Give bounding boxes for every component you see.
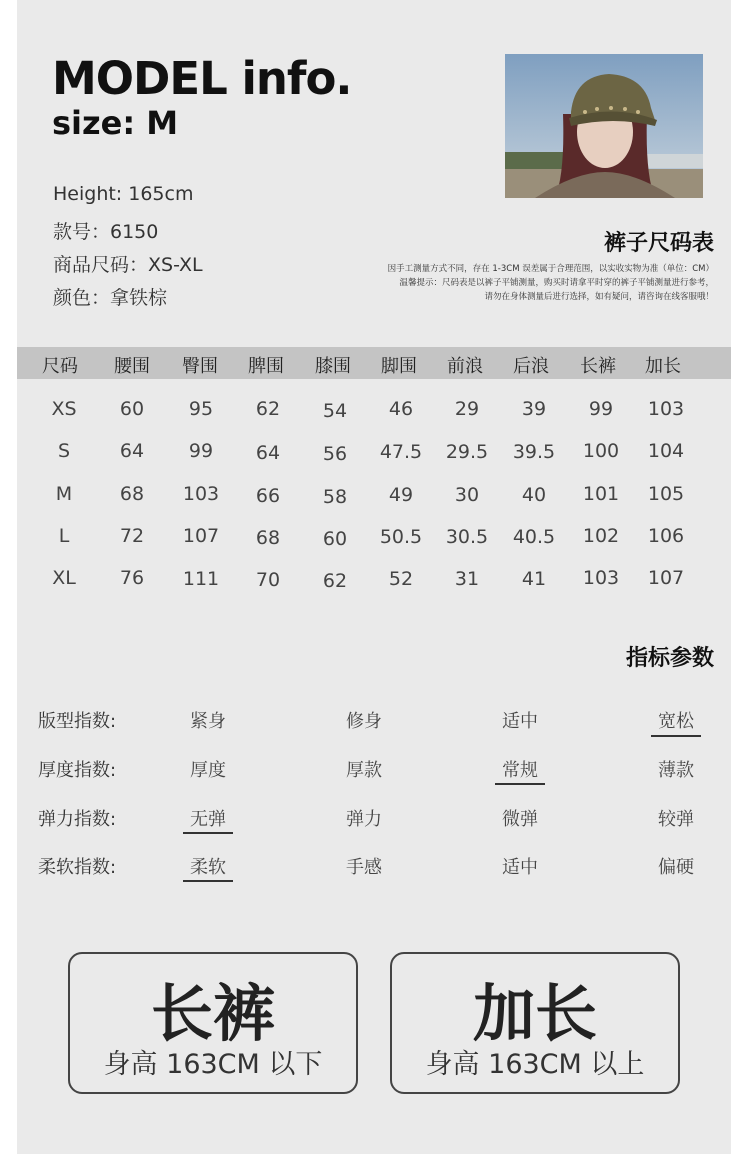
- table-cell: XS: [51, 398, 77, 420]
- table-header-cell: 长裤: [580, 356, 616, 377]
- table-header-cell: 脾围: [248, 356, 284, 377]
- table-cell: 107: [647, 567, 685, 589]
- table-cell: 107: [182, 525, 220, 547]
- extended-length-box: [390, 952, 680, 1094]
- indicator-label: 版型指数:: [38, 711, 117, 732]
- indicator-option: 微弹: [502, 809, 538, 830]
- table-cell: 99: [188, 440, 214, 462]
- size-chart-title: 裤子尺码表: [603, 231, 714, 256]
- table-cell: 66: [255, 485, 281, 507]
- regular-length-box: [68, 952, 358, 1094]
- indicator-label: 弹力指数:: [38, 809, 117, 830]
- regular-length-title: 长裤: [150, 977, 275, 1050]
- table-cell: 54: [322, 400, 348, 422]
- table-cell: 104: [647, 440, 685, 462]
- table-cell: 58: [322, 486, 348, 508]
- indicator-option: 适中: [502, 857, 538, 878]
- table-cell: 68: [255, 527, 281, 549]
- size-chart-notes: [274, 262, 714, 304]
- table-cell: 31: [454, 568, 480, 590]
- table-cell: 62: [255, 398, 281, 420]
- table-cell: 62: [322, 570, 348, 592]
- table-cell: 106: [647, 525, 685, 547]
- indicator-option: 紧身: [190, 711, 226, 732]
- table-cell: XL: [52, 567, 76, 589]
- table-cell: 72: [119, 525, 145, 547]
- model-photo: [505, 54, 703, 198]
- table-cell: 49: [388, 484, 414, 506]
- table-cell: 103: [582, 567, 620, 589]
- indicator-option: 薄款: [658, 760, 694, 781]
- table-cell: 46: [388, 398, 414, 420]
- indicator-option: 厚款: [346, 760, 382, 781]
- table-cell: M: [55, 483, 73, 505]
- table-cell: 70: [255, 569, 281, 591]
- table-header-cell: 臀围: [182, 356, 218, 377]
- indicator-option: 手感: [346, 857, 382, 878]
- table-cell: S: [57, 440, 71, 462]
- table-cell: 99: [588, 398, 614, 420]
- selected-underline: [651, 735, 701, 737]
- table-cell: 103: [182, 483, 220, 505]
- indicator-option: 较弹: [658, 809, 694, 830]
- color-name: 颜色：拿铁棕: [53, 287, 168, 309]
- indicator-option: 弹力: [346, 809, 382, 830]
- table-header-cell: 膝围: [315, 356, 351, 377]
- model-height: Height: 165cm: [53, 183, 194, 205]
- extended-length-title: 加长: [472, 977, 597, 1050]
- table-cell: 52: [388, 568, 414, 590]
- selected-underline: [183, 880, 233, 882]
- table-cell: 64: [255, 442, 281, 464]
- table-cell: 30.5: [445, 526, 489, 548]
- table-cell: 64: [119, 440, 145, 462]
- table-cell: 41: [521, 568, 547, 590]
- table-header-cell: 尺码: [42, 356, 78, 377]
- indicator-option: 修身: [346, 711, 382, 732]
- table-cell: 40.5: [512, 526, 556, 548]
- table-header-cell: 后浪: [513, 356, 549, 377]
- indicator-option: 厚度: [190, 760, 226, 781]
- table-cell: 29: [454, 398, 480, 420]
- extended-length-desc: 身高 163CM 以上: [425, 1049, 645, 1080]
- table-header-cell: 加长: [645, 356, 681, 377]
- table-cell: 103: [647, 398, 685, 420]
- table-cell: 60: [119, 398, 145, 420]
- table-cell: 95: [188, 398, 214, 420]
- style-number: 款号：6150: [53, 221, 159, 243]
- table-cell: 105: [647, 483, 685, 505]
- table-cell: 39: [521, 398, 547, 420]
- table-cell: 29.5: [445, 441, 489, 463]
- table-cell: 56: [322, 443, 348, 465]
- size-range: 商品尺码：XS-XL: [53, 254, 203, 276]
- table-cell: 47.5: [379, 441, 423, 463]
- table-cell: 76: [119, 567, 145, 589]
- table-cell: 39.5: [512, 441, 556, 463]
- indicator-label: 柔软指数:: [38, 857, 117, 878]
- indicator-option: 偏硬: [658, 857, 694, 878]
- table-cell: 60: [322, 528, 348, 550]
- page-title: MODEL info.: [52, 52, 352, 105]
- table-cell: 40: [521, 484, 547, 506]
- indicator-option-selected: 宽松: [658, 711, 694, 732]
- table-header-cell: 前浪: [447, 356, 483, 377]
- note-line: 温馨提示：尺码表是以裤子平铺测量，购买时请拿平时穿的裤子平铺测量进行参考，: [399, 278, 714, 288]
- model-size: size: M: [52, 104, 179, 142]
- table-cell: 50.5: [379, 526, 423, 548]
- table-header-cell: 脚围: [381, 356, 417, 377]
- note-line: 因手工测量方式不同，存在 1-3CM 误差属于合理范围，以实收实物为准（单位：CM）: [387, 264, 714, 274]
- table-cell: 102: [582, 525, 620, 547]
- table-cell: L: [58, 525, 70, 547]
- indicator-option-selected: 柔软: [190, 857, 226, 878]
- regular-length-desc: 身高 163CM 以下: [103, 1049, 323, 1080]
- indicator-label: 厚度指数:: [38, 760, 117, 781]
- indicator-option-selected: 无弹: [190, 809, 226, 830]
- indicators-title: 指标参数: [625, 646, 714, 671]
- indicator-option: 适中: [502, 711, 538, 732]
- table-cell: 100: [582, 440, 620, 462]
- table-cell: 30: [454, 484, 480, 506]
- table-cell: 101: [582, 483, 620, 505]
- table-cell: 111: [182, 568, 220, 590]
- note-line: 请勿在身体测量后进行选择，如有疑问，请咨询在线客服哦！: [484, 292, 714, 302]
- table-header-cell: 腰围: [114, 356, 150, 377]
- indicator-option-selected: 常规: [502, 760, 538, 781]
- selected-underline: [183, 832, 233, 834]
- table-cell: 68: [119, 483, 145, 505]
- selected-underline: [495, 783, 545, 785]
